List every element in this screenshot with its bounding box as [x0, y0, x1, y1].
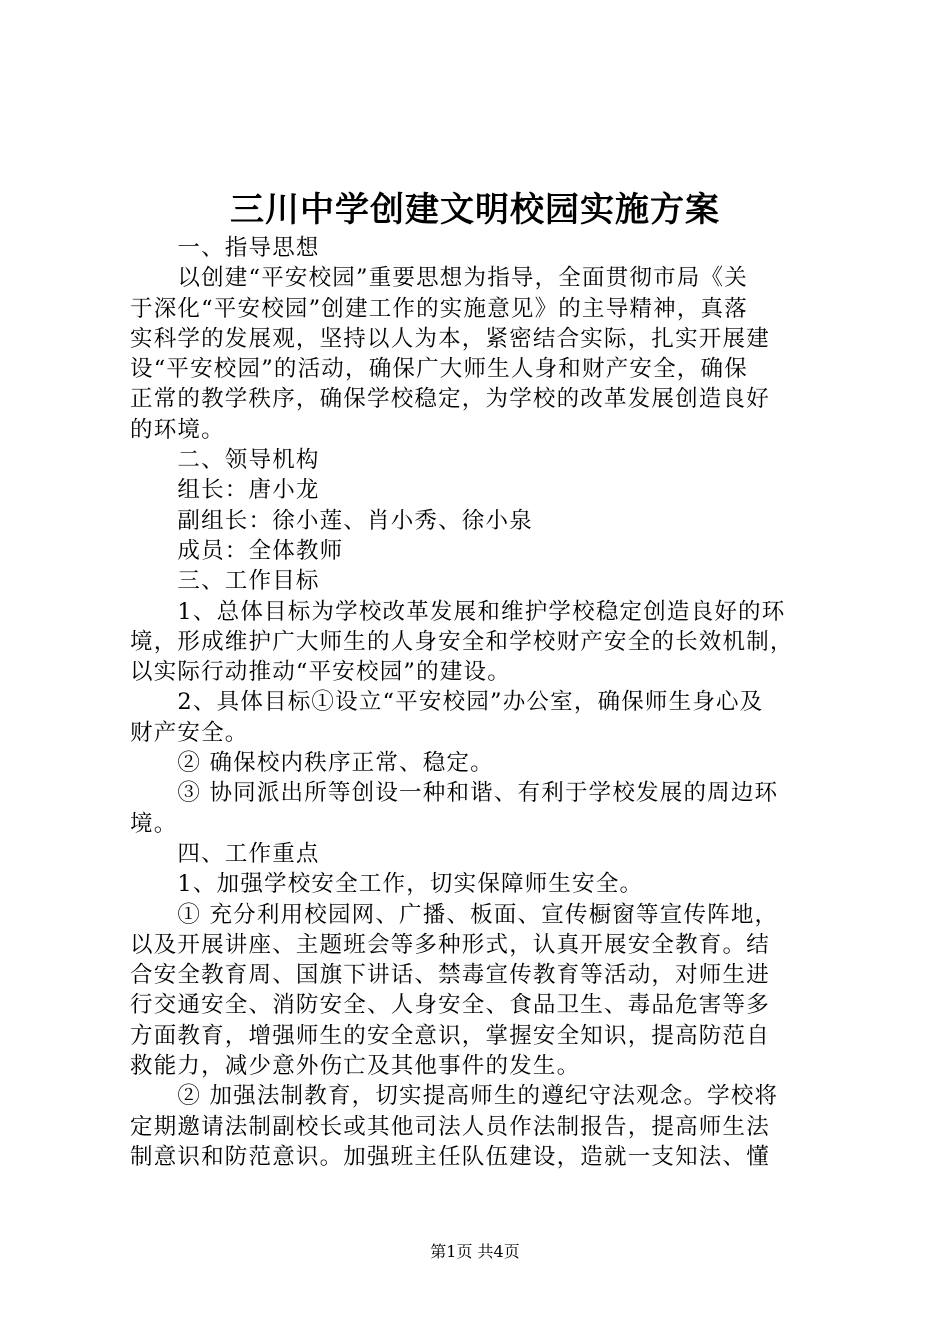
- body-line: 方面教育，增强师生的安全意识，掌握安全知识，提高防范自: [130, 1022, 770, 1049]
- body-line: 制意识和防范意识。加强班主任队伍建设，造就一支知法、懂: [130, 1143, 770, 1170]
- body-line: 1、总体目标为学校改革发展和维护学校稳定创造良好的环: [130, 598, 786, 625]
- document-body: [130, 233, 830, 1172]
- body-line: 实科学的发展观，坚持以人为本，紧密结合实际，扎实开展建: [130, 325, 770, 352]
- body-line: ② 确保校内秩序正常、稳定。: [130, 750, 494, 777]
- body-line: 设“平安校园”的活动，确保广大师生人身和财产安全，确保: [130, 356, 748, 383]
- body-line: 行交通安全、消防安全、人身安全、食品卫生、毒品危害等多: [130, 992, 770, 1019]
- body-line: 2、具体目标①设立“平安校园”办公室，确保师生身心及: [130, 689, 764, 716]
- body-line: 二、领导机构: [130, 447, 320, 474]
- body-line: 正常的教学秩序，确保学校稳定，为学校的改革发展创造良好: [130, 386, 770, 413]
- body-line: ③ 协同派出所等创设一种和谐、有利于学校发展的周边环: [130, 780, 779, 807]
- body-line: 定期邀请法制副校长或其他司法人员作法制报告，提高师生法: [130, 1113, 770, 1140]
- body-line: 一、指导思想: [130, 235, 320, 261]
- body-line: 成员：全体教师: [130, 537, 344, 564]
- body-line: 1、加强学校安全工作，切实保障师生安全。: [130, 871, 644, 898]
- body-line: 四、工作重点: [130, 840, 320, 867]
- body-line: 的环境。: [130, 416, 225, 443]
- body-line: 境，形成维护广大师生的人身安全和学校财产安全的长效机制，: [130, 628, 794, 655]
- body-line: 境。: [130, 810, 178, 837]
- document-title: 三川中学创建文明校园实施方案: [230, 190, 720, 230]
- body-line: 合安全教育周、国旗下讲话、禁毒宣传教育等活动，对师生进: [130, 962, 770, 989]
- body-line: 组长：唐小龙: [130, 477, 320, 504]
- body-line: 副组长：徐小莲、肖小秀、徐小泉: [130, 507, 533, 534]
- body-line: ② 加强法制教育，切实提高师生的遵纪守法观念。学校将: [130, 1083, 779, 1110]
- body-line: 财产安全。: [130, 719, 249, 746]
- body-line: 救能力，减少意外伤亡及其他事件的发生。: [130, 1053, 581, 1080]
- body-line: 以创建“平安校园”重要思想为指导，全面贯彻市局《关: [130, 265, 748, 292]
- body-line: 以及开展讲座、主题班会等多种形式，认真开展安全教育。结: [130, 931, 770, 958]
- body-line: 于深化“平安校园”创建工作的实施意见》的主导精神，真落: [130, 295, 748, 322]
- body-line: ① 充分利用校园网、广播、板面、宣传橱窗等宣传阵地，: [130, 901, 779, 928]
- page-footer: 第1页 共4页: [430, 1242, 520, 1261]
- body-line: 三、工作目标: [130, 568, 320, 595]
- body-line: 以实际行动推动“平安校园”的建设。: [130, 659, 511, 686]
